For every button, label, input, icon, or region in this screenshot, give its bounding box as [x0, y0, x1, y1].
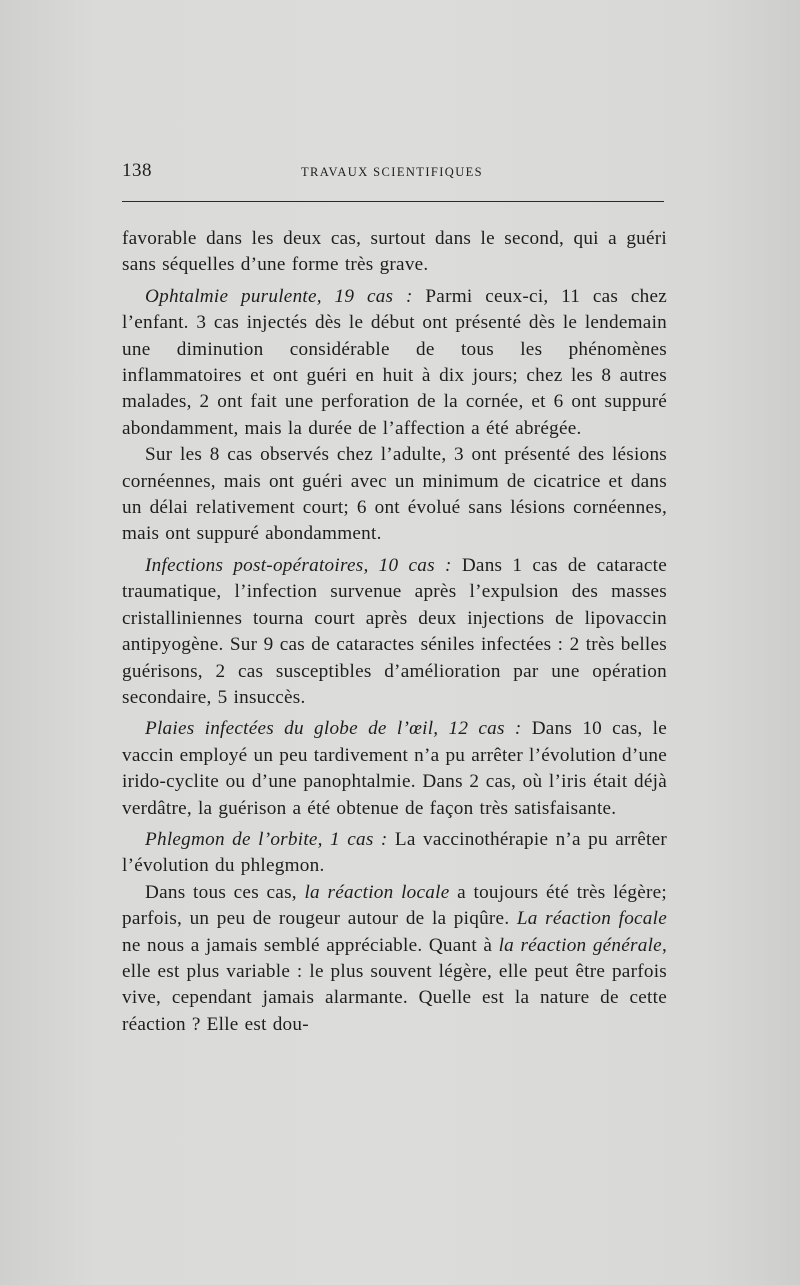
paragraph-text: La vaccinothérapie n’a pu arrêter l’évolution du phlegmon.	[122, 828, 667, 877]
paragraph-phlegmon	[122, 827, 667, 880]
paragraph-text: a toujours été très légère; parfois, un peu de rougeur autour de la piqûre.	[122, 881, 668, 930]
paragraph-adulte	[122, 442, 667, 548]
page-body	[122, 226, 667, 1038]
paragraph-text: favorable dans les deux cas, surtout dans le second, qui a guéri sans séquelles d’une forme très grave.	[122, 228, 667, 276]
paragraph-text: Sur les 8 cas observés chez l’adulte, 3 ont présenté des lésions cornéennes, mais ont guéri avec un minimum de cicatrice et dans un délai relativement court; 6 ont évolué sans lésions cornéennes, mais ont suppuré abondamment.	[122, 444, 667, 545]
paragraph-continuation	[122, 226, 667, 279]
paragraph-infections	[122, 553, 667, 711]
page-header	[122, 160, 662, 186]
paragraph-text: , elle est plus variable : le plus souvent légère, elle peut être parfois vive, cependant jamais alarmante. Quelle est la nature de cette réaction ? Elle est dou-	[122, 934, 667, 1035]
section-heading: Ophtalmie purulente, 19 cas :	[145, 285, 413, 307]
paragraph-text: Dans 1 cas de cataracte traumatique, l’infection survenue après l’expulsion des masses cristalliniennes tourna court après deux injections de lipovaccin antipyogène. Sur 9 cas de cataractes séniles infectées : 2 très belles guérisons, 2 cas susceptibles d’amélioration par une opération secondaire, 5 insuccès.	[122, 554, 668, 708]
section-heading: Infections post-opératoires, 10 cas :	[145, 554, 452, 576]
emphasis-reaction-locale: la réaction locale	[304, 881, 450, 903]
running-title: TRAVAUX SCIENTIFIQUES	[300, 165, 484, 179]
paragraph-reactions	[122, 880, 667, 1038]
paragraph-text: Dans tous ces cas,	[145, 881, 305, 903]
emphasis-reaction-generale: la réaction générale	[498, 934, 662, 956]
section-heading: Plaies infectées du globe de l’œil, 12 cas :	[145, 718, 522, 740]
paragraph-text: ne nous a jamais semblé appréciable. Quant à	[122, 934, 499, 956]
emphasis-reaction-focale: La réaction focale	[516, 908, 668, 930]
paragraph-text: Parmi ceux-ci, 11 cas chez l’enfant. 3 cas injectés dès le début ont présenté dès le lendemain une diminution considérable de tous les phénomènes inflammatoires et ont guéri en huit à dix jours; chez les 8 autres malades, 2 ont fait une perforation de la cornée, et 6 ont suppuré abondamment, mais la durée de l’affection a été abrégée.	[122, 285, 667, 439]
header-rule	[122, 201, 664, 202]
page-number: 138	[122, 160, 152, 181]
section-heading: Phlegmon de l’orbite, 1 cas :	[145, 828, 388, 850]
paragraph-text: Dans 10 cas, le vaccin employé un peu tardivement n’a pu arrêter l’évolution d’une irido-cyclite ou d’une panophtalmie. Dans 2 cas, où l’iris était déjà verdâtre, la guérison a été obtenue de façon très satisfaisante.	[122, 718, 667, 819]
paragraph-plaies	[122, 716, 667, 822]
paragraph-ophtalmie	[122, 284, 667, 442]
